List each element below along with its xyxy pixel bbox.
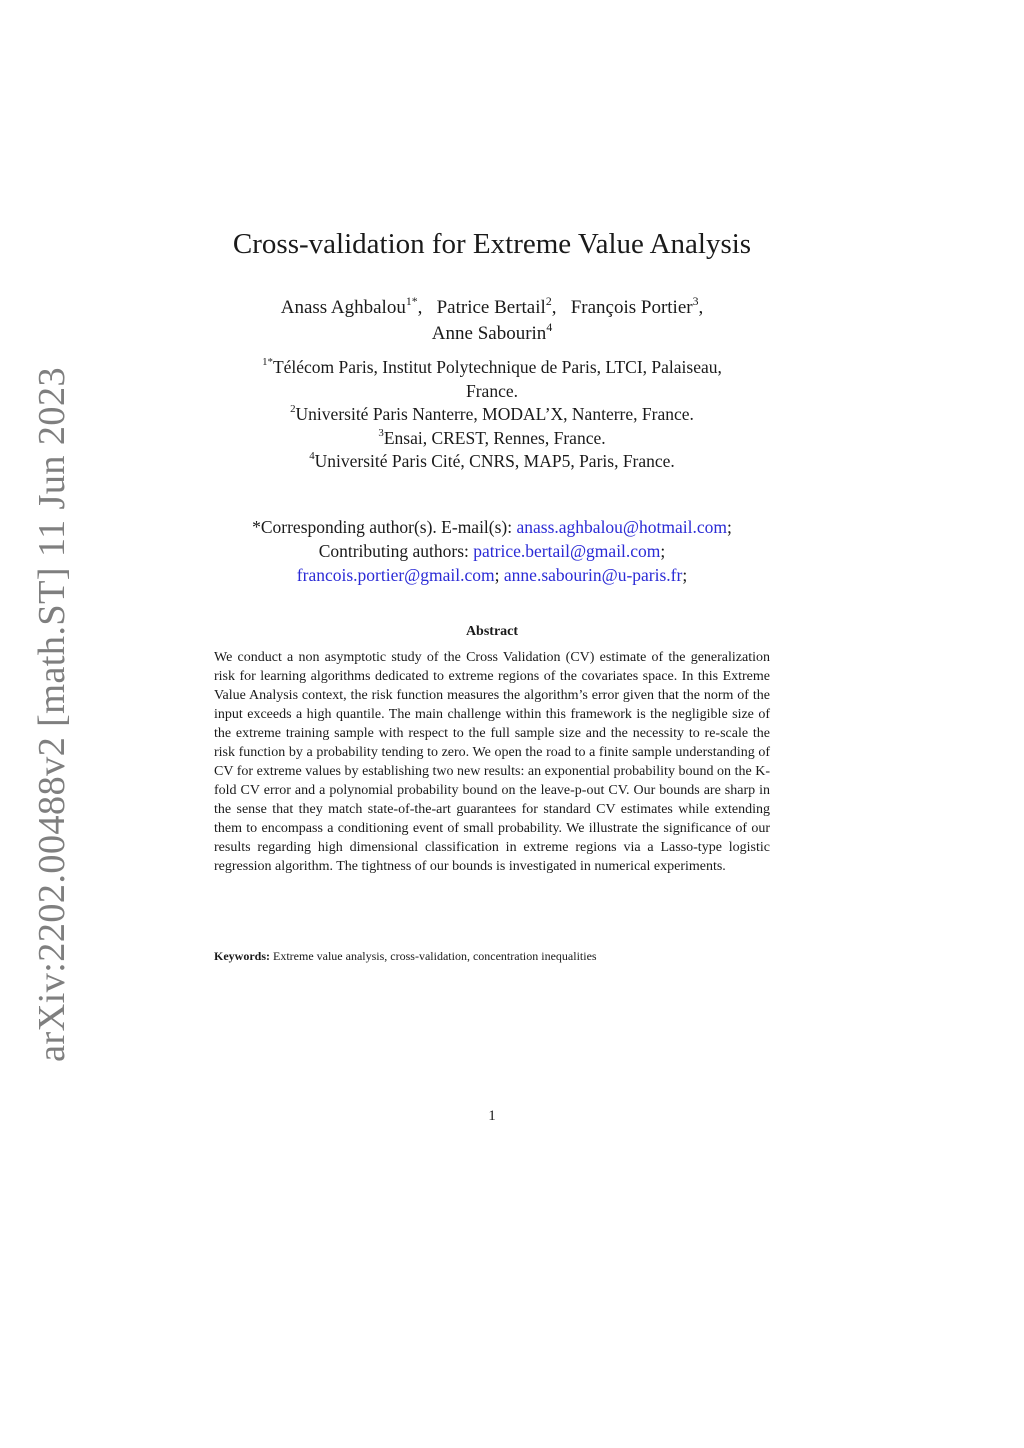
affiliation-mark: 4 <box>309 450 315 463</box>
email-separator: ; <box>494 565 500 585</box>
author-separator: , <box>551 297 557 318</box>
affiliation-mark: 3 <box>378 426 384 439</box>
corresponding-author-line <box>0 515 984 539</box>
abstract-body: We conduct a non asymptotic study of the Cross Validation (CV) estimate of the generalization risk for learning algorithms dedicated to extreme regions of the covariates space. In this Extreme Value Analysis context, the risk function measures the algorithm’s error given that the norm of the input exceeds a high quantile. The main challenge within this framework is the negligible size of the extreme training sample with respect to the full sample size and the necessity to re-scale the risk function by a probability tending to zero. We open the road to a finite sample understanding of CV for extreme values by establishing two new results: an exponential probability bound on the K-fold CV error and a polynomial probability bound on the leave-p-out CV. Our bounds are sharp in the sense that they match state-of-the-art guarantees for standard CV estimates while extending them to encompass a conditioning event of small probability. We illustrate the significance of our results regarding high dimensional classification in extreme regions via a Lasso-type logistic regression algorithm. The tightness of our bounds is investigated in numerical experiments. <box>214 650 770 874</box>
email-link-bertail[interactable]: patrice.bertail@gmail.com <box>473 541 661 561</box>
author-name: Patrice Bertail <box>436 297 546 318</box>
author-bertail <box>436 294 557 318</box>
page-number: 1 <box>488 1108 496 1124</box>
contributing-authors-line <box>0 539 984 563</box>
affiliation-text-continued: France. <box>466 380 518 401</box>
affiliation-list <box>0 356 984 474</box>
abstract-heading: Abstract <box>465 624 519 639</box>
affiliation-text: Université Paris Cité, CNRS, MAP5, Paris, France. <box>314 451 675 471</box>
author-separator: , <box>417 297 423 318</box>
affiliation-4 <box>0 450 984 474</box>
affiliation-text: Université Paris Nanterre, MODAL’X, Nanterre, France. <box>295 404 694 424</box>
affiliation-mark: 1* <box>262 356 273 369</box>
affiliation-3 <box>0 427 984 451</box>
corresponding-email-link[interactable]: anass.aghbalou@hotmail.com <box>516 517 728 537</box>
author-name: François Portier <box>570 297 693 318</box>
author-sabourin <box>431 320 553 344</box>
author-affiliation-mark: 4 <box>546 320 553 334</box>
author-aghbalou <box>280 294 423 318</box>
email-separator: ; <box>727 517 732 537</box>
keywords-line <box>214 948 814 964</box>
author-portier <box>570 294 704 318</box>
email-separator: ; <box>660 541 666 561</box>
author-separator: , <box>698 297 704 318</box>
corresponding-label: *Corresponding author(s). E-mail(s): <box>252 517 517 537</box>
arxiv-identifier-stamp: arXiv:2202.00488v2 [math.ST] 11 Jun 2023 <box>31 367 73 1062</box>
author-name: Anass Aghbalou <box>280 297 406 318</box>
affiliation-text: Ensai, CREST, Rennes, France. <box>383 427 606 448</box>
affiliation-2 <box>0 403 984 427</box>
email-link-sabourin[interactable]: anne.sabourin@u-paris.fr <box>503 565 683 585</box>
keywords-label: Keywords: <box>214 949 270 963</box>
author-name: Anne Sabourin <box>431 323 547 344</box>
author-affiliation-mark: 2 <box>545 294 552 308</box>
author-affiliation-mark: 3 <box>692 294 699 308</box>
contact-block <box>0 515 984 587</box>
author-affiliation-mark: 1* <box>405 294 418 308</box>
affiliation-mark: 2 <box>290 403 296 416</box>
keywords-text: Extreme value analysis, cross-validation, concentration inequalities <box>273 949 597 963</box>
paper-title: Cross-validation for Extreme Value Analysis <box>232 228 752 260</box>
email-separator: ; <box>682 565 688 585</box>
author-list <box>0 295 984 347</box>
affiliation-text: Télécom Paris, Institut Polytechnique de Paris, LTCI, Palaiseau, <box>272 357 722 377</box>
contributing-emails-line <box>0 563 984 587</box>
contributing-label: Contributing authors: <box>318 541 474 561</box>
email-link-portier[interactable]: francois.portier@gmail.com <box>296 565 495 585</box>
affiliation-1 <box>0 356 984 403</box>
